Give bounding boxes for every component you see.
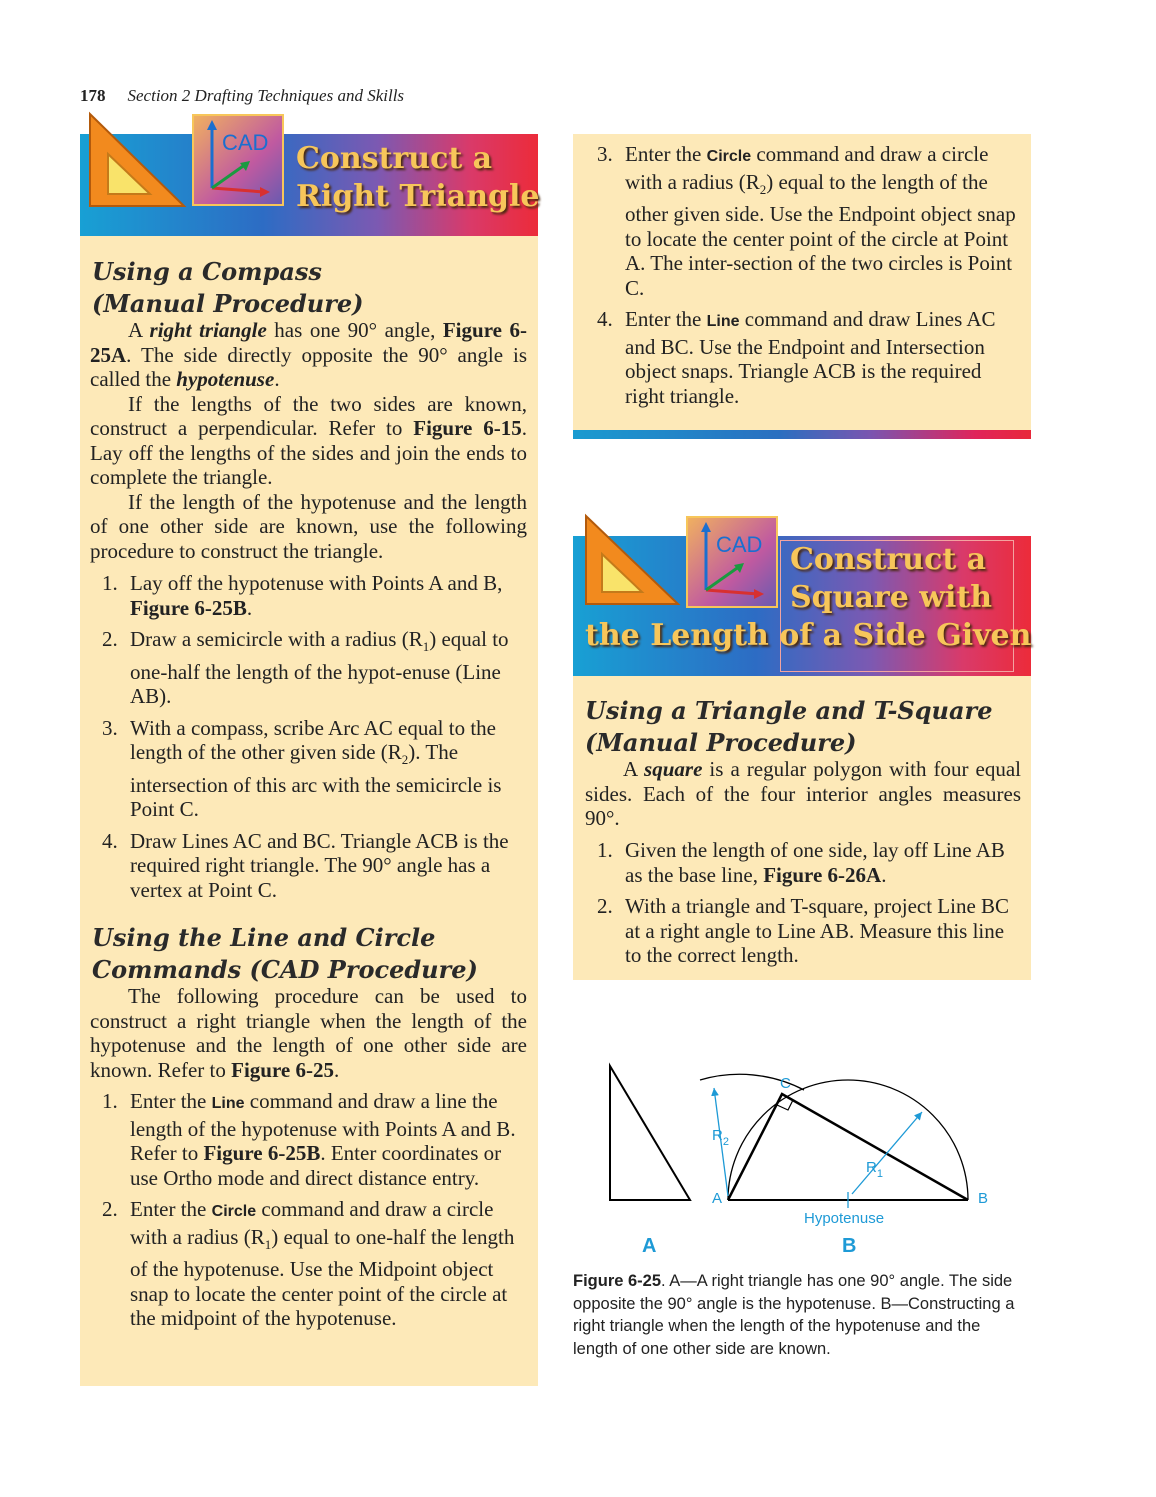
term-hypotenuse: hypotenuse (176, 367, 275, 391)
heading-cad-line2: Commands (CAD Procedure) (92, 955, 478, 984)
fig-ref-6-15: Figure 6-15 (413, 416, 522, 440)
figure-caption (573, 1270, 1023, 1360)
cad-logo (686, 516, 778, 608)
list-item: 2. With a triangle and T-square, project Line BC at a right angle to Line AB. Measure this line to the correct length. (597, 894, 1010, 967)
r1-arrow (852, 1112, 922, 1194)
banner1-title-line1: Construct a (296, 141, 493, 176)
paragraph-square: A square is a regular polygon with four equal sides. Each of the four interior angles measures 90°. (585, 757, 1022, 830)
term-square: square (644, 757, 703, 781)
list-item: 4. Draw Lines AC and BC. Triangle ACB is the required right triangle. The 90° angle has a vertex at Point C. (102, 828, 509, 902)
cad-steps-left (92, 1089, 528, 1338)
part-label-a: A (642, 1235, 657, 1257)
running-head (80, 86, 404, 106)
label-point-b: B (978, 1190, 989, 1207)
heading-square (585, 695, 992, 759)
caption-text: . A—A right triangle has one 90° angle. The side opposite the 90° angle is the hypotenuse. B—Constructing a right triangle when the length of the hypotenuse and the length of one other side are known. (573, 1272, 1015, 1358)
label-hypotenuse: Hypotenuse (804, 1210, 885, 1227)
compass-steps (92, 571, 528, 909)
heading-square-line2: (Manual Procedure) (585, 728, 857, 757)
heading-compass-line2: (Manual Procedure) (92, 289, 364, 318)
cad-label: CAD (716, 532, 763, 557)
set-square-icon (84, 110, 194, 210)
label-r1: $R_1$ (866, 1159, 883, 1180)
banner2-title-line2: Square with (790, 580, 993, 615)
list-item: 2. Enter the Circle command and draw a circle with a radius $(R_1)$ equal to one-half the length of the hypotenuse. Use the Midpoint object snap to locate the center point of the circle at the midpoint of the hypotenuse. (102, 1197, 515, 1331)
heading-cad (92, 922, 478, 986)
paragraph-right-triangle: A right triangle has one 90° angle, Figure 6-25A. The side directly opposite the 90° angle is called the hypotenuse. If the lengths of the two sides are known, construct a perpendicular. Refer to Figure 6-15. Lay off the lengths of the sides and join the ends to complete the triangle. If the length of the hypotenuse and the length of one other side are known, use the following procedure to construct the triangle. (90, 318, 527, 563)
caption-figure-number: Figure 6-25 (573, 1272, 662, 1290)
banner2-title-line1: Construct a (790, 542, 987, 577)
set-square-icon (580, 512, 686, 608)
fig-ref-6-25: Figure 6-25 (231, 1057, 334, 1082)
section-title: Section 2 Drafting Techniques and Skills (127, 86, 405, 105)
semicircle (728, 1080, 968, 1200)
heading-square-line1: Using a Triangle and T-Square (585, 696, 993, 725)
banner1-title (296, 140, 539, 216)
label-r2: $R_2$ (712, 1127, 729, 1148)
page-number: 178 (80, 86, 106, 105)
part-label-b: B (842, 1235, 857, 1257)
heading-compass-line1: Using a Compass (92, 257, 322, 286)
banner1-title-line2: Right Triangle (296, 179, 540, 214)
fig-ref-6-25a: Figure 6-25A (90, 318, 527, 367)
cad-label: CAD (222, 130, 269, 155)
axes-icon (688, 518, 776, 606)
triangle-acb (728, 1094, 968, 1200)
heading-cad-line1: Using the Line and Circle (92, 923, 436, 952)
square-steps (587, 838, 1023, 975)
heading-compass (92, 256, 363, 320)
list-item: 4. Enter the Line command and draw Lines AC and BC. Use the Endpoint and Intersection object snaps. Triangle ACB is the required right triangle. (597, 307, 996, 408)
banner2-title-top (790, 541, 992, 617)
term-right-triangle: right triangle (149, 318, 267, 342)
figure-6-25 (590, 1060, 1010, 1260)
banner2-title-bottom: the Length of a Side Given (585, 618, 1032, 653)
list-item: 1. Lay off the hypotenuse with Points A and B, Figure 6-25B. (102, 571, 503, 620)
right-triangle-a (610, 1066, 690, 1200)
cad-steps-right (587, 142, 1023, 415)
paragraph-cad-intro: The following procedure can be used to construct a right triangle when the length of the hypotenuse and the length of one other side are known. Refer to Figure 6-25. (90, 984, 527, 1082)
paragraph-procedure-intro: If the length of the hypotenuse and the length of one other side are known, use the following procedure to construct the triangle. (90, 489, 527, 563)
list-item: 3. Enter the Circle command and draw a circle with a radius $(R_2)$ equal to the length of the other given side. Use the Endpoint object snap to locate the center point of the circle at Point A. The inter-section of the two circles is Point C. (597, 142, 1016, 300)
list-item: 1. Enter the Line command and draw a line the length of the hypotenuse with Points A and B. Refer to Figure 6-25B. Enter coordinates or use Ortho mode and direct distance entry. (102, 1089, 516, 1190)
label-point-a: A (712, 1190, 723, 1207)
axes-icon (194, 116, 282, 204)
list-item: 2. Draw a semicircle with a radius $(R_1)$ equal to one-half the length of the hypot-enuse (Line AB). (102, 627, 509, 709)
label-point-c: C (780, 1075, 791, 1092)
panel-bottom-band (573, 430, 1031, 439)
list-item: 1. Given the length of one side, lay off Line AB as the base line, Figure 6-26A. (597, 838, 1005, 887)
list-item: 3. With a compass, scribe Arc AC equal to the length of the other given side $(R_2)$. The intersection of this arc with the semicircle is Point C. (102, 715, 502, 822)
cad-logo (192, 114, 284, 206)
